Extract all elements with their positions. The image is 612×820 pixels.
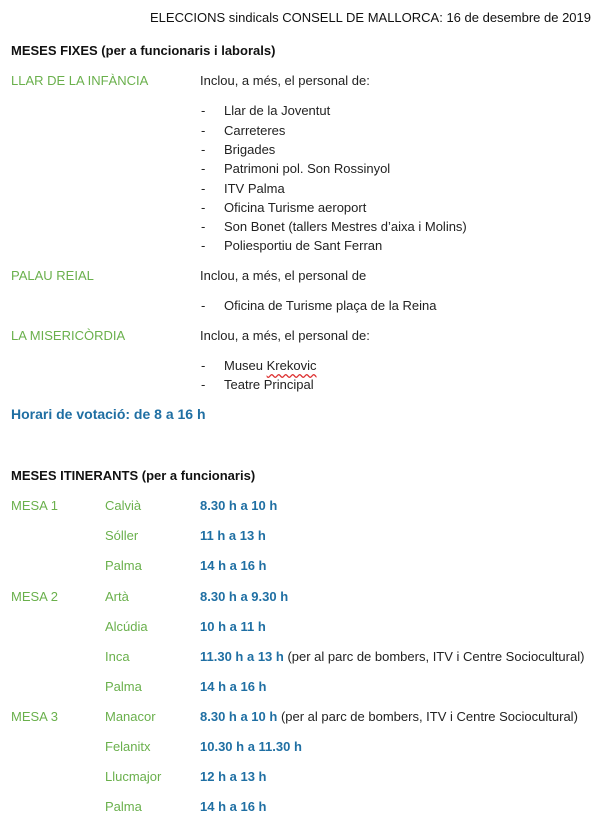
list-dash: -	[201, 142, 206, 157]
list-item: Oficina Turisme aeroport	[224, 200, 367, 215]
location-palau-reial: PALAU REIAL	[11, 268, 94, 283]
town-name: Sóller	[105, 528, 139, 543]
location-misericordia: LA MISERICÒRDIA	[11, 328, 126, 343]
town-name: Alcúdia	[105, 619, 148, 634]
list-dash: -	[201, 377, 206, 392]
list-dash: -	[201, 103, 206, 118]
time-slot: 10.30 h a 11.30 h	[200, 739, 302, 754]
list-item: Patrimoni pol. Son Rossinyol	[224, 161, 391, 176]
list-dash: -	[201, 238, 206, 253]
itinerant-section-title: MESES ITINERANTS (per a funcionaris)	[11, 468, 256, 483]
list-item: Oficina de Turisme plaça de la Reina	[224, 298, 437, 313]
list-item: Brigades	[224, 142, 276, 157]
time-slot: 8.30 h a 10 h	[200, 498, 278, 513]
time-slot: 11 h a 13 h	[200, 528, 266, 543]
list-item: Carreteres	[224, 123, 286, 138]
list-dash: -	[201, 298, 206, 313]
town-name: Palma	[105, 558, 142, 573]
document-header: ELECCIONS sindicals CONSELL DE MALLORCA: 16 de desembre de 2019	[150, 10, 591, 25]
list-item: Son Bonet (tallers Mestres d’aixa i Molins)	[224, 219, 467, 234]
time-slot: 14 h a 16 h	[200, 558, 267, 573]
time-slot: 10 h a 11 h	[200, 619, 266, 634]
mesa-3-label: MESA 3	[11, 709, 58, 724]
mesa-1-label: MESA 1	[11, 498, 58, 513]
list-item	[224, 358, 317, 373]
spellcheck-marked-word: Krekovic	[266, 358, 317, 373]
list-item: ITV Palma	[224, 181, 285, 196]
list-item: Teatre Principal	[224, 377, 314, 392]
town-name: Artà	[105, 589, 129, 604]
time-slot: 8.30 h a 10 h (per al parc de bombers, ITV i Centre Sociocultural)	[200, 709, 578, 724]
list-item: Poliesportiu de Sant Ferran	[224, 238, 383, 253]
time-slot: 14 h a 16 h	[200, 679, 267, 694]
include-intro: Inclou, a més, el personal de	[200, 268, 367, 283]
time-slot: 14 h a 16 h	[200, 799, 267, 814]
list-item: Llar de la Joventut	[224, 103, 331, 118]
fixed-section-title: MESES FIXES (per a funcionaris i laborals)	[11, 43, 276, 58]
list-dash: -	[201, 181, 206, 196]
time-slot: 12 h a 13 h	[200, 769, 267, 784]
town-name: Manacor	[105, 709, 156, 724]
voting-hours: Horari de votació: de 8 a 16 h	[11, 406, 206, 422]
time-slot: 11.30 h a 13 h (per al parc de bombers, ITV i Centre Sociocultural)	[200, 649, 585, 664]
list-item-prefix: Museu	[224, 358, 267, 373]
town-name: Palma	[105, 799, 142, 814]
mesa-2-label: MESA 2	[11, 589, 58, 604]
list-dash: -	[201, 161, 206, 176]
list-dash: -	[201, 200, 206, 215]
town-name: Llucmajor	[105, 769, 162, 784]
town-name: Calvià	[105, 498, 142, 513]
list-dash: -	[201, 123, 206, 138]
location-llar-infancia: LLAR DE LA INFÀNCIA	[11, 73, 149, 88]
town-name: Inca	[105, 649, 130, 664]
list-dash: -	[201, 219, 206, 234]
time-slot: 8.30 h a 9.30 h	[200, 589, 289, 604]
town-name: Palma	[105, 679, 142, 694]
town-name: Felanitx	[105, 739, 151, 754]
include-intro: Inclou, a més, el personal de:	[200, 328, 370, 343]
include-intro: Inclou, a més, el personal de:	[200, 73, 370, 88]
list-dash: -	[201, 358, 206, 373]
